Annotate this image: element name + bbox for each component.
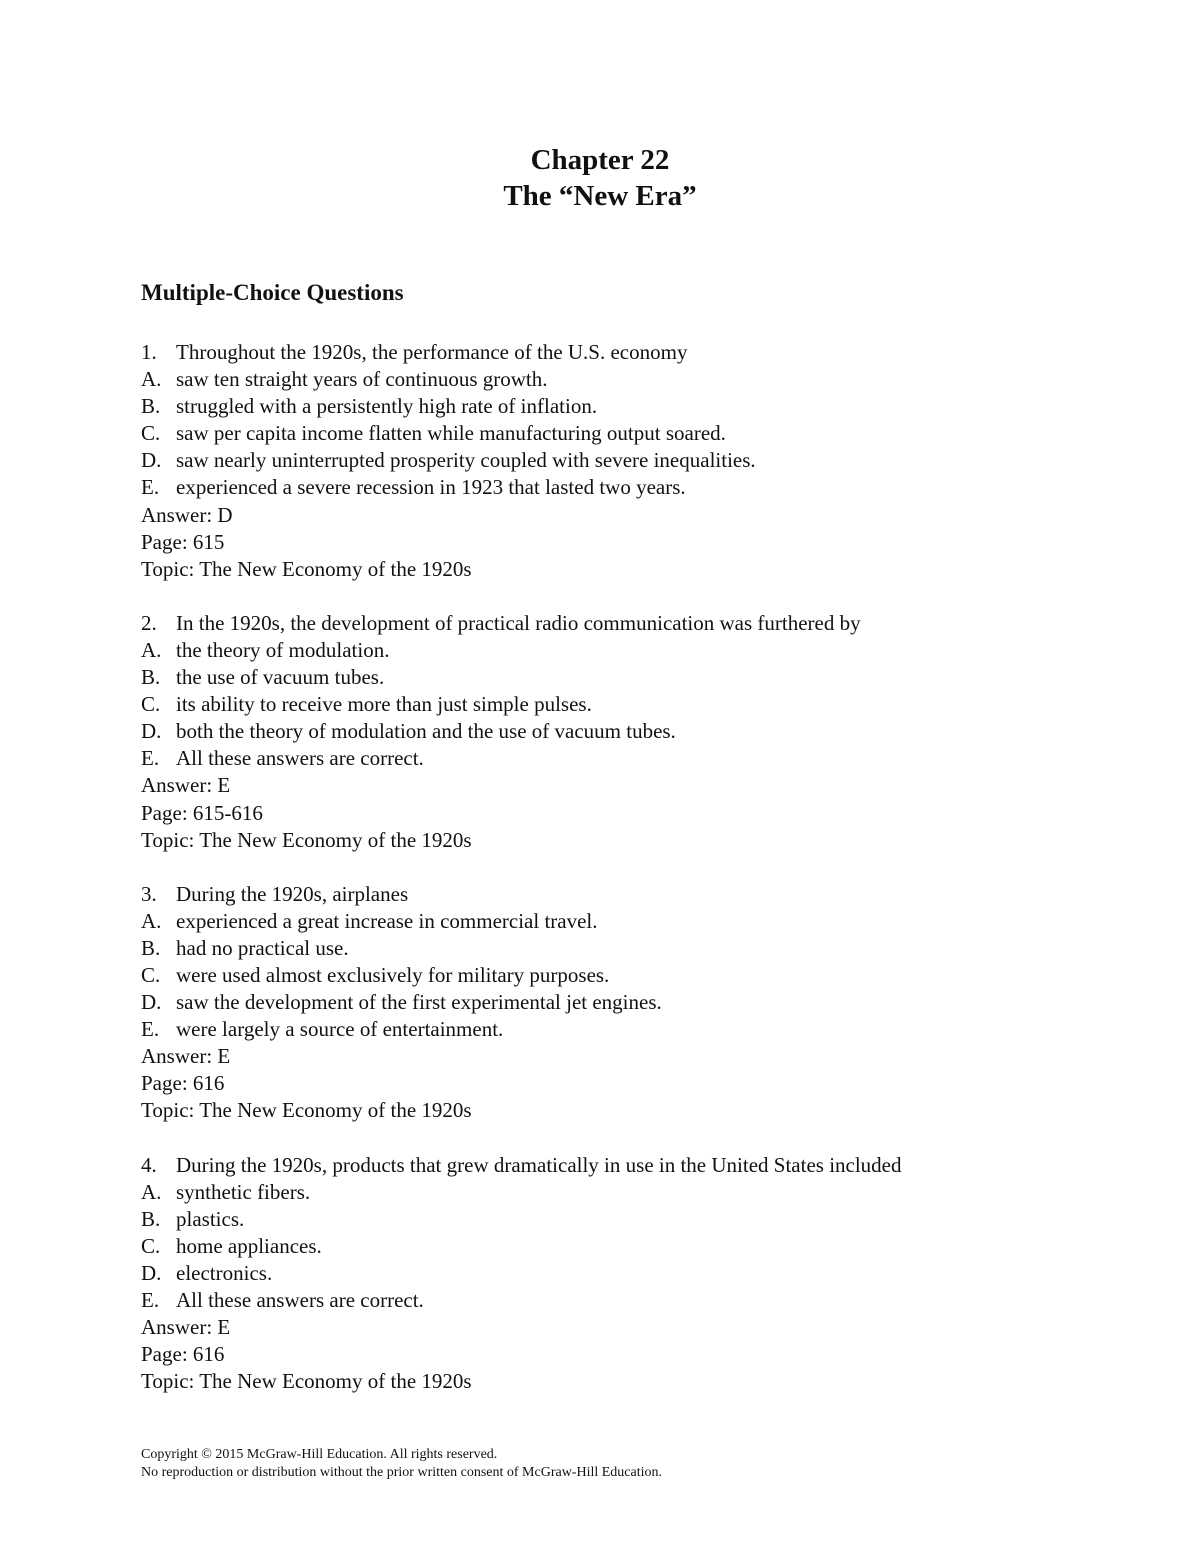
option-text: both the theory of modulation and the use of vacuum tubes. [176, 719, 676, 744]
option-text: had no practical use. [176, 935, 349, 960]
answer-option [141, 637, 1101, 664]
option-letter: D. [141, 719, 162, 744]
section-heading: Multiple-Choice Questions [141, 280, 404, 305]
option-text: were used almost exclusively for military purposes. [176, 962, 610, 987]
question-number: 1. [141, 340, 157, 364]
question-3 [141, 881, 1101, 1125]
answer-option [141, 745, 1101, 772]
answer-option [141, 420, 1101, 447]
option-text: saw the development of the first experimental jet engines. [176, 990, 662, 1015]
option-letter: C. [141, 692, 161, 717]
answer-option [141, 664, 1101, 691]
option-letter: A. [141, 1179, 162, 1204]
answer-option [141, 1179, 1101, 1206]
chapter-number: Chapter 22 [530, 144, 670, 176]
question-stem [141, 610, 1101, 637]
topic-label: Topic: The New Economy of the 1920s [141, 556, 472, 581]
option-letter: B. [141, 394, 161, 419]
answer-option [141, 691, 1101, 718]
question-number: 3. [141, 881, 157, 906]
option-text: struggled with a persistently high rate of inflation. [176, 394, 598, 419]
option-letter: E. [141, 746, 160, 771]
answer-key: Answer: E [141, 1044, 231, 1069]
option-text: synthetic fibers. [176, 1179, 311, 1204]
question-text: During the 1920s, airplanes [176, 881, 409, 906]
question-stem [141, 1152, 1101, 1179]
topic-label: Topic: The New Economy of the 1920s [141, 1098, 472, 1123]
option-text: experienced a severe recession in 1923 that lasted two years. [176, 475, 686, 500]
option-letter: A. [141, 908, 162, 933]
answer-option [141, 393, 1101, 420]
option-letter: C. [141, 962, 161, 987]
option-letter: B. [141, 1206, 161, 1231]
option-text: the use of vacuum tubes. [176, 665, 385, 690]
option-letter: E. [141, 1017, 160, 1042]
reproduction-notice: No reproduction or distribution without the prior written consent of McGraw-Hill Education. [141, 1465, 663, 1480]
question-4 [141, 1152, 1101, 1396]
chapter-title [0, 142, 1200, 214]
question-number: 2. [141, 610, 157, 635]
answer-option [141, 989, 1101, 1016]
answer-option [141, 474, 1101, 501]
option-text: were largely a source of entertainment. [176, 1017, 504, 1042]
topic-label: Topic: The New Economy of the 1920s [141, 827, 472, 852]
option-letter: A. [141, 367, 162, 392]
page-reference: Page: 616 [141, 1071, 225, 1096]
page-reference: Page: 616 [141, 1342, 225, 1367]
page-reference: Page: 615-616 [141, 800, 263, 825]
answer-option [141, 935, 1101, 962]
question-number: 4. [141, 1152, 157, 1177]
option-text: All these answers are correct. [176, 1288, 424, 1312]
answer-option [141, 1016, 1101, 1043]
option-letter: D. [141, 990, 162, 1015]
answer-option [141, 962, 1101, 989]
option-letter: E. [141, 475, 160, 500]
option-text: saw ten straight years of continuous growth. [176, 367, 548, 392]
option-text: the theory of modulation. [176, 637, 390, 662]
question-text: In the 1920s, the development of practical radio communication was furthered by [176, 610, 861, 635]
answer-key: Answer: D [141, 502, 233, 527]
option-letter: A. [141, 637, 162, 662]
answer-key: Answer: E [141, 1315, 231, 1340]
option-text: experienced a great increase in commercial travel. [176, 908, 598, 933]
chapter-name: The “New Era” [503, 180, 697, 212]
question-text: During the 1920s, products that grew dramatically in use in the United States included [176, 1152, 902, 1177]
question-1 [141, 339, 1101, 583]
option-text: electronics. [176, 1260, 273, 1285]
option-letter: D. [141, 448, 162, 473]
option-letter: E. [141, 1288, 160, 1312]
copyright-footer [141, 1446, 662, 1482]
question-stem [141, 881, 1101, 908]
topic-label: Topic: The New Economy of the 1920s [141, 1369, 472, 1394]
option-text: saw nearly uninterrupted prosperity coupled with severe inequalities. [176, 448, 756, 473]
copyright-line: Copyright © 2015 McGraw-Hill Education. All rights reserved. [141, 1447, 498, 1462]
option-text: plastics. [176, 1206, 245, 1231]
answer-option [141, 1233, 1101, 1260]
option-letter: B. [141, 935, 161, 960]
option-letter: B. [141, 665, 161, 690]
question-list [141, 339, 1101, 1422]
option-text: All these answers are correct. [176, 746, 424, 771]
option-text: saw per capita income flatten while manufacturing output soared. [176, 421, 726, 446]
answer-option [141, 1206, 1101, 1233]
answer-option [141, 908, 1101, 935]
option-letter: D. [141, 1260, 162, 1285]
answer-option [141, 1287, 1101, 1314]
question-stem [141, 339, 1101, 366]
option-letter: C. [141, 1233, 161, 1258]
answer-option [141, 366, 1101, 393]
question-text: Throughout the 1920s, the performance of the U.S. economy [176, 340, 688, 364]
answer-key: Answer: E [141, 773, 231, 798]
answer-option [141, 447, 1101, 474]
option-letter: C. [141, 421, 161, 446]
page-reference: Page: 615 [141, 529, 225, 554]
answer-option [141, 1260, 1101, 1287]
question-2 [141, 610, 1101, 854]
option-text: its ability to receive more than just simple pulses. [176, 692, 592, 717]
answer-option [141, 718, 1101, 745]
option-text: home appliances. [176, 1233, 322, 1258]
